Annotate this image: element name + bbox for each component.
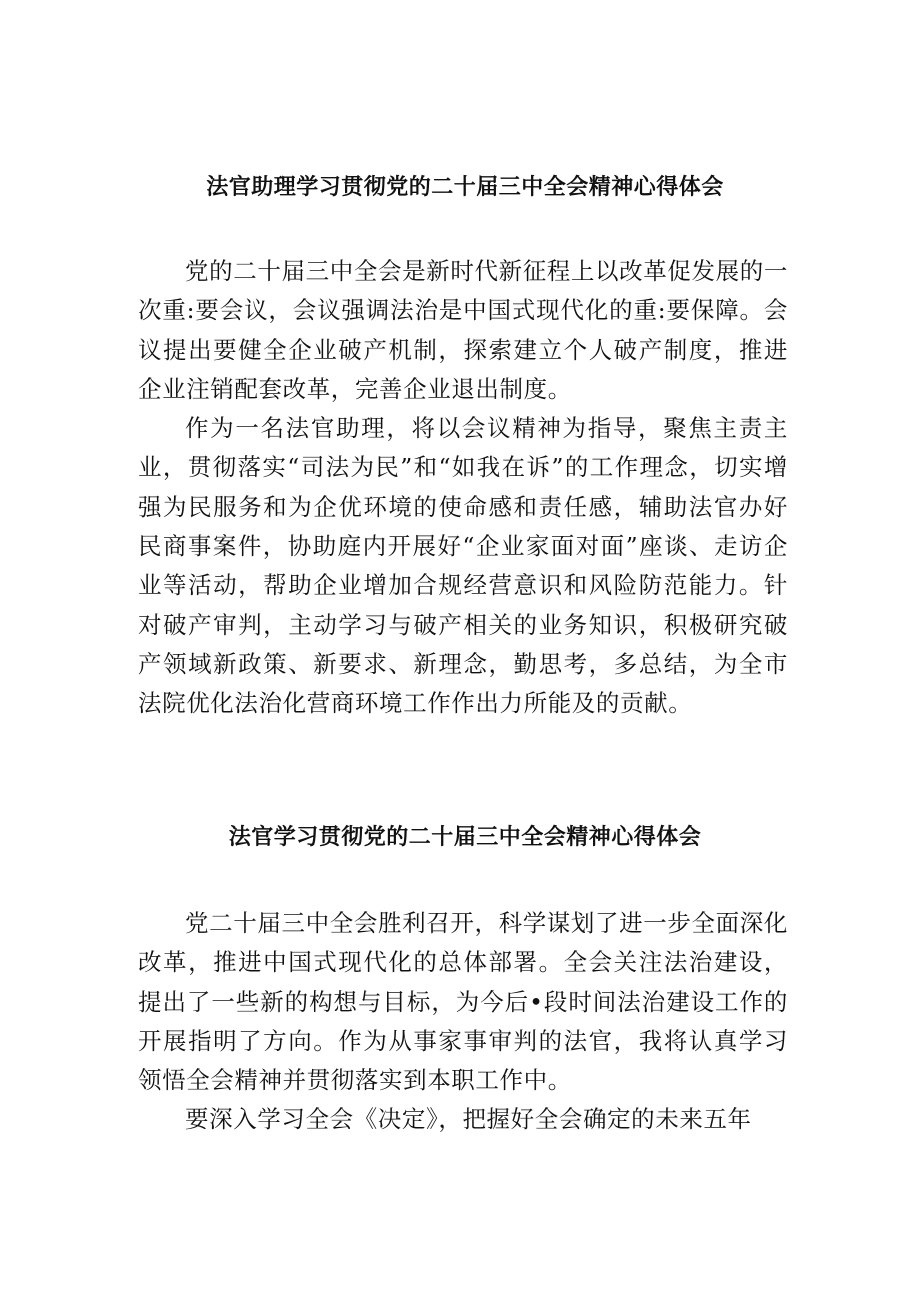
paragraph: 党的二十届三中全会是新时代新征程上以改革促发展的一次重:要会议，会议强调法治是中国式现代化的重:要保障。会议提出要健全企业破产机制，探索建立个人破产制度，推进企业注销配套改革，完善企业退出制度。 (138, 257, 788, 403)
essay-title-1: 法官助理学习贯彻党的二十届三中全会精神心得体会 (206, 175, 724, 200)
essay-section-2 (0, 818, 920, 1134)
essay-body-2 (138, 904, 788, 1140)
paragraph: 要深入学习全会《决定》，把握好全会确定的未来五年 (185, 1105, 752, 1134)
paragraph: 作为一名法官助理，将以会议精神为指导，聚焦主责主业，贯彻落实“司法为民”和“如我在诉”的工作理念，切实增强为民服务和为企优环境的使命感和责任感，辅助法官办好民商事案件，协助庭内开展好“企业家面对面”座谈、走访企业等活动，帮助企业增加合规经营意识和风险防范能力。针对破产审判，主动学习与破产相关的业务知识，积极研究破产领域新政策、新要求、新理念，勤思考，多总结，为全市法院优化法治化营商环境工作作出力所能及的贡献。 (138, 414, 788, 718)
essay-body-1 (138, 252, 788, 724)
essay-section-1 (0, 168, 920, 718)
paragraph: 党二十届三中全会胜利召开，科学谋划了进一步全面深化改革，推进中国式现代化的总体部署。全会关注法治建设，提出了一些新的构想与目标，为今后•段时间法治建设工作的开展指明了方向。作为从事家事审判的法官，我将认真学习领悟全会精神并贯彻落实到本职工作中。 (138, 909, 788, 1095)
essay-title-2: 法官学习贯彻党的二十届三中全会精神心得体会 (228, 825, 702, 850)
